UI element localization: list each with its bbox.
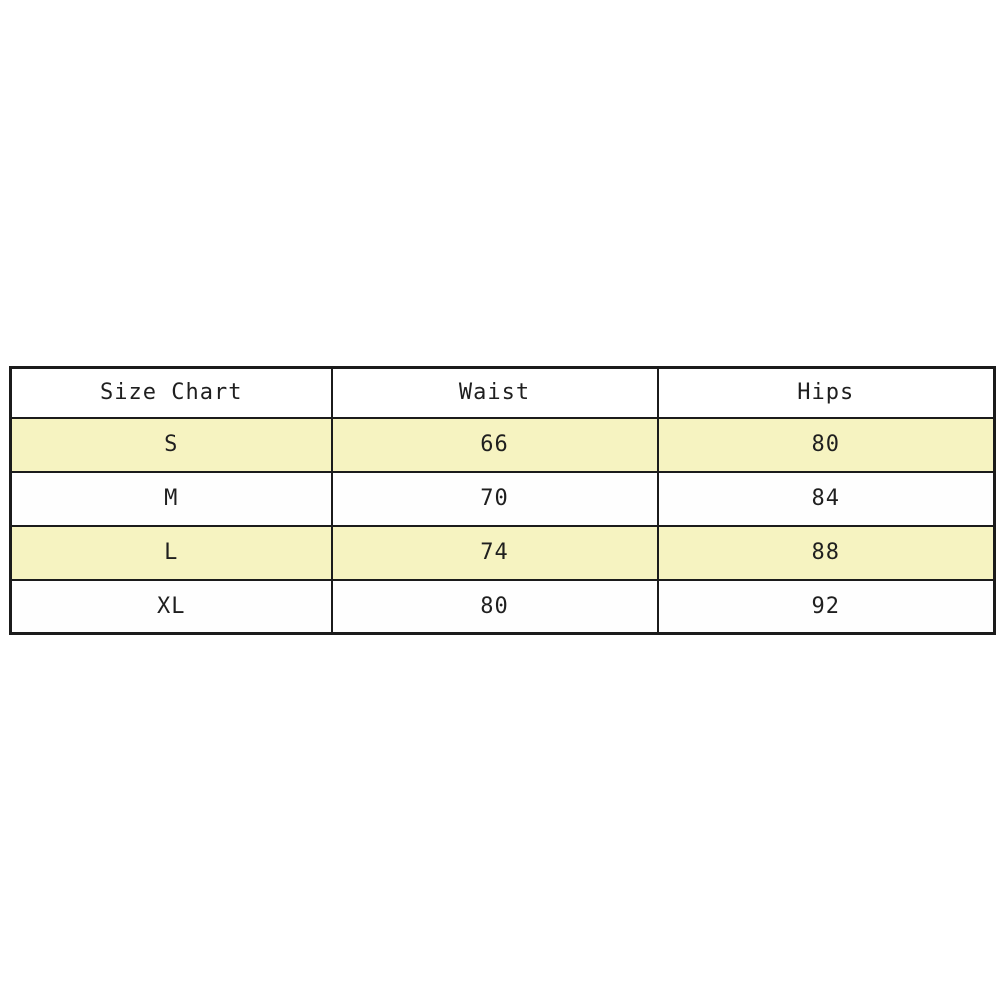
table-row-s xyxy=(11,418,995,472)
header-hips: Hips xyxy=(658,368,995,418)
cell-hips: 88 xyxy=(658,526,995,580)
cell-size: L xyxy=(11,526,332,580)
cell-size: XL xyxy=(11,580,332,634)
cell-waist: 74 xyxy=(332,526,658,580)
cell-size: S xyxy=(11,418,332,472)
cell-size: M xyxy=(11,472,332,526)
cell-hips: 84 xyxy=(658,472,995,526)
table-row-xl xyxy=(11,580,995,634)
size-chart-table xyxy=(9,366,996,635)
cell-hips: 92 xyxy=(658,580,995,634)
table-header-row xyxy=(11,368,995,418)
header-size-chart: Size Chart xyxy=(11,368,332,418)
cell-waist: 80 xyxy=(332,580,658,634)
cell-hips: 80 xyxy=(658,418,995,472)
table-row-m xyxy=(11,472,995,526)
cell-waist: 66 xyxy=(332,418,658,472)
cell-waist: 70 xyxy=(332,472,658,526)
header-waist: Waist xyxy=(332,368,658,418)
table-row-l xyxy=(11,526,995,580)
